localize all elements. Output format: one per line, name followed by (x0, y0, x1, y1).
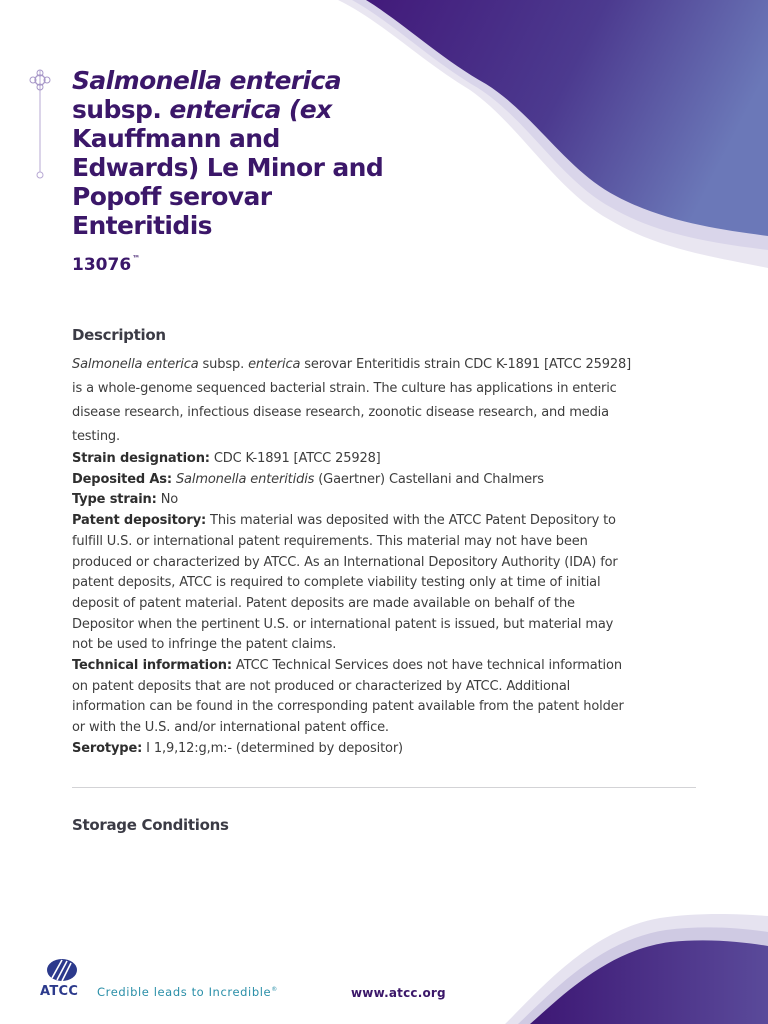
section-divider (72, 787, 696, 788)
technical-information-label: Technical information: (72, 658, 232, 674)
patent-depository-label: Patent depository: (72, 513, 207, 529)
atcc-logo-text[interactable]: ATCC (40, 984, 79, 999)
title-ornament-icon (24, 66, 56, 184)
tagline-registered-mark: ® (271, 986, 278, 993)
type-strain-label: Type strain: (72, 492, 157, 508)
serotype-row (72, 739, 632, 760)
title-genus-species: Salmonella enterica (72, 66, 341, 95)
patent-depository-value: This material was deposited with the ATCC Patent Depository to fulfill U.S. or international patent requirements. This material may not have been produced or characterized by ATCC. As an International Depository Authority (IDA) for patent deposits, ATCC is required to complete viability testing only at time of initial deposit of patent material. Patent deposits are made available on behalf of the Depositor when the pertinent U.S. or international patent is issued, but material may not be used to infringe the patent claims. (72, 513, 618, 653)
website-link[interactable]: www.atcc.org (351, 986, 446, 1000)
product-title (72, 66, 392, 240)
title-authors: Kauffmann and Edwards) Le Minor and Popoff serovar Enteritidis (72, 124, 384, 240)
deposited-as-species: Salmonella enteritidis (175, 471, 315, 487)
intro-subsp-label: subsp. (202, 357, 245, 372)
serotype-value: I 1,9,12:g,m:- (determined by depositor) (146, 740, 403, 756)
deposited-as-row (72, 470, 632, 491)
patent-depository-row (72, 511, 632, 656)
intro-subsp-name: enterica (248, 357, 301, 372)
type-strain-row (72, 490, 632, 511)
catalog-number (72, 254, 140, 275)
strain-designation-label: Strain designation: (72, 451, 210, 466)
trademark-symbol: ™ (132, 254, 141, 263)
title-subsp-label: subsp. (72, 95, 162, 124)
intro-text: serovar Enteritidis strain CDC K-1891 [ATCC 25928] is a whole-genome sequenced bacterial strain. The culture has applications in enteric disease research, infectious disease research, zoonotic disease research, and media testing. (72, 357, 632, 444)
catalog-number-value: 13076 (72, 255, 132, 275)
description-details (72, 449, 632, 760)
brand-tagline (97, 985, 278, 999)
strain-designation-value: CDC K-1891 [ATCC 25928] (213, 451, 381, 466)
tagline-text: Credible leads to Incredible (97, 985, 272, 999)
deposited-as-value: (Gaertner) Castellani and Chalmers (318, 471, 544, 487)
strain-designation-row (72, 449, 632, 470)
technical-information-row (72, 656, 632, 739)
storage-conditions-heading: Storage Conditions (72, 816, 229, 834)
description-intro (72, 353, 632, 449)
type-strain-value: No (160, 492, 179, 508)
intro-genus-species: Salmonella enterica (72, 357, 199, 372)
description-heading: Description (72, 326, 166, 344)
footer-wave-decoration (0, 880, 768, 1024)
title-subsp-name: enterica (169, 95, 281, 124)
serotype-label: Serotype: (72, 740, 143, 756)
deposited-as-label: Deposited As: (72, 471, 172, 487)
title-ex-label: (ex (288, 95, 332, 124)
technical-information-value: ATCC Technical Services does not have technical information on patent deposits that are not produced or characterized by ATCC. Additional information can be found in the corresponding patent available from the patent holder or with the U.S. and/or international patent office. (72, 658, 624, 736)
